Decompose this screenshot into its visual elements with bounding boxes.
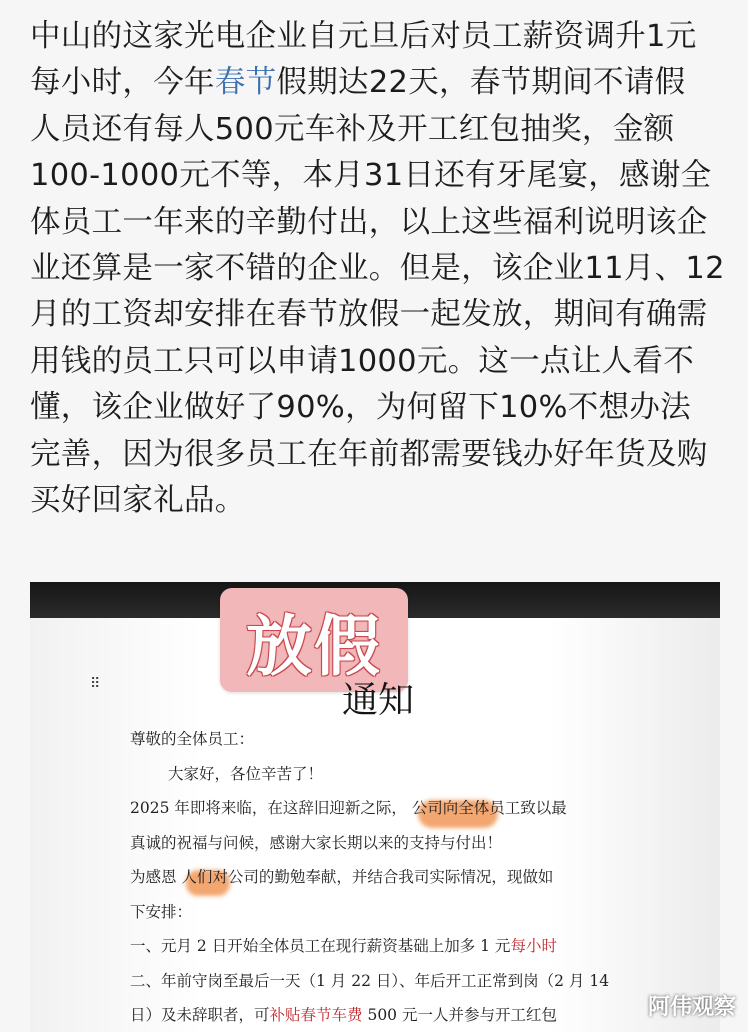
notice-line: 二、年前守岗至最后一天（1 月 22 日）、年后开工正常到岗（2 月 14 <box>130 971 610 990</box>
notice-line <box>130 929 690 964</box>
hashtag-link[interactable]: 春节 <box>214 65 277 101</box>
post-line: 买好回家礼品。 <box>30 483 246 519</box>
post-line: 中山的这家光电企业自元旦后对员工薪资调升1元 <box>30 19 697 54</box>
notice-line-text: 日）及未辞职者，可 <box>130 1006 270 1024</box>
post-line: 用钱的员工只可以申请1000元。这一点让人看不 <box>30 343 695 379</box>
notice-line: 2025 年即将来临，在这辞旧迎新之际， 公司向全体员工致以最 <box>130 799 567 817</box>
drag-handle-icon: ⠿ <box>90 676 100 692</box>
post-body <box>30 14 730 524</box>
notice-line: 大家好，各位辛苦了！ <box>168 764 324 783</box>
notice-line: 下安排： <box>130 902 193 921</box>
post-line: 月的工资却安排在春节放假一起发放，期间有确需 <box>30 297 708 333</box>
notice-line: 真诚的祝福与问候，感谢大家长期以来的支持与付出！ <box>130 833 503 852</box>
post-line: 完善，因为很多员工在年前都需要钱办好年货及购 <box>30 436 708 472</box>
post-line-text: 假期达22天，春节期间不请假 <box>276 65 686 101</box>
sticker-text: 放假 <box>246 607 382 685</box>
post-line: 100-1000元不等，本月31日还有牙尾宴，感谢全 <box>30 158 712 194</box>
notice-highlight: 每小时 <box>510 937 557 955</box>
post-line: 人员还有每人500元车补及开工红包抽奖，金额 <box>30 111 675 147</box>
post-line <box>30 60 730 106</box>
notice-title: 通知 <box>342 680 415 721</box>
notice-line <box>130 998 690 1032</box>
notice-line: 为感恩 人们对公司的勤勉奉献，并结合我司实际情况，现做如 <box>130 868 554 886</box>
post-line: 体员工一年来的辛勤付出，以上这些福利说明该企 <box>30 204 708 240</box>
notice-body <box>130 722 690 1032</box>
post-line-text: 每小时，今年 <box>30 65 215 101</box>
watermark: 阿伟观察 <box>647 995 736 1020</box>
notice-line-text: 500 元一人并参与开工红包 <box>362 1006 557 1024</box>
notice-line-text: 一、元月 2 日开始全体员工在现行薪资基础上加多 1 元 <box>130 937 511 955</box>
post-line: 懂，该企业做好了90%，为何留下10%不想办法 <box>30 390 691 426</box>
notice-highlight: 补贴春节车费 <box>269 1006 363 1024</box>
notice-photo[interactable] <box>30 582 720 1032</box>
post-line: 业还算是一家不错的企业。但是，该企业11月、12 <box>30 251 725 287</box>
notice-line: 尊敬的全体员工： <box>130 730 255 748</box>
